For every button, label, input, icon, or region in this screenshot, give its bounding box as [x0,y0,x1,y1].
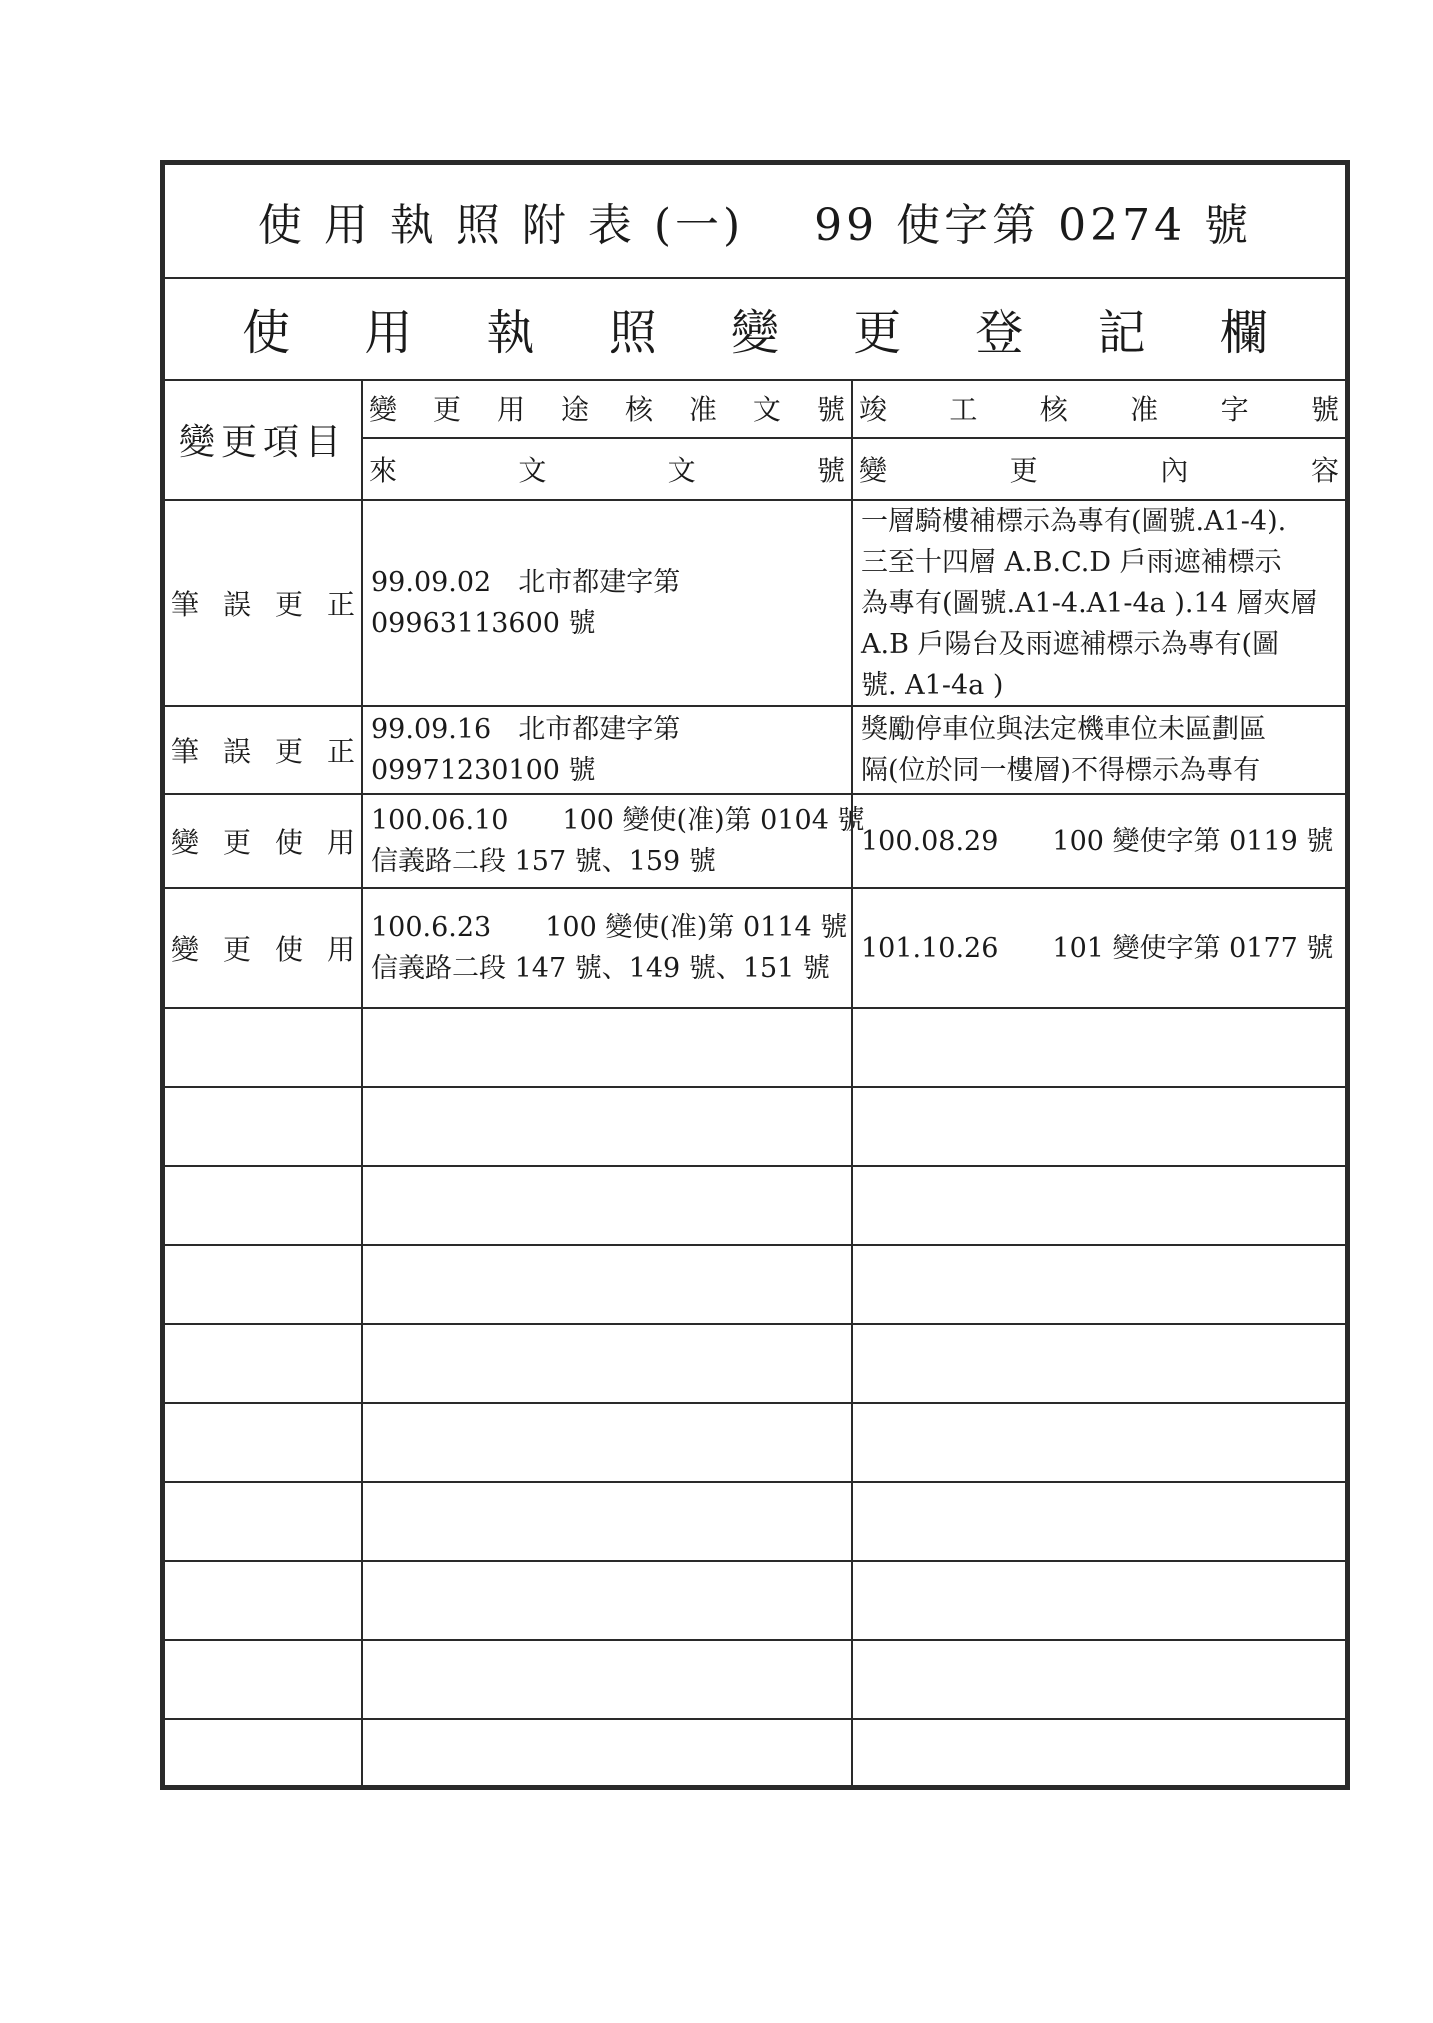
column-divider [361,499,363,1785]
divider [165,1244,1345,1246]
heading-char: 用 [364,304,413,361]
row-item-label: 變 更 使 用 [171,826,355,859]
row-document-cell: 99.09.16 北市都建字第 09971230100 號 [371,714,681,786]
row-item-label: 變 更 使 用 [171,933,355,966]
row-content-cell: 獎勵停車位與法定機車位未區劃區 隔(位於同一樓層)不得標示為專有 [861,714,1266,786]
page-title [165,165,1345,277]
row-document-cell: 100.06.10 100 變使(准)第 0104 號 信義路二段 157 號、159 號 [371,805,865,877]
divider [165,1165,1345,1167]
divider [165,1086,1345,1088]
row-content-cell: 101.10.26 101 變使字第 0177 號 [861,932,1334,964]
heading-char: 執 [486,304,535,361]
divider [165,1481,1345,1483]
header-approval-number: 變 更 用 途 核 准 文 號 [369,393,845,426]
row-document-cell: 100.6.23 100 變使(准)第 0114 號 信義路二段 147 號、149 號、151 號 [371,912,848,984]
heading-char: 記 [1097,304,1146,361]
heading-char: 登 [975,304,1024,361]
row-item-label: 筆 誤 更 正 [171,735,355,768]
heading-char: 欄 [1219,304,1268,361]
heading-char: 變 [730,304,779,361]
title-main: 使 用 執 照 附 表 (一) [257,200,745,251]
usage-license-table [160,160,1350,1790]
title-number: 99 使字第 0274 號 [814,200,1253,251]
row-document-cell: 99.09.02 北市都建字第 09963113600 號 [371,567,681,639]
header-item: 變更項目 [178,421,347,463]
header-document-number: 來 文 文 號 [369,454,845,487]
column-divider [361,379,363,499]
divider [165,1402,1345,1404]
column-divider [851,379,853,1785]
section-heading [165,277,1345,379]
heading-char: 更 [853,304,902,361]
row-content-cell: 一層騎樓補標示為專有(圖號.A1-4). 三至十四層 A.B.C.D 戶雨遮補標示 為專有(圖號.A1-4.A1-4a ).14 層夾層 A.B 戶陽台及雨遮補標示為專有(圖 號. A1-4a ) [861,505,1318,701]
divider [165,1560,1345,1562]
divider [165,1323,1345,1325]
row-item-label: 筆 誤 更 正 [171,588,355,621]
heading-char: 照 [608,304,657,361]
divider [165,1639,1345,1641]
header-completion-number: 竣 工 核 准 字 號 [859,393,1339,426]
header-change-content: 變 更 內 容 [859,454,1339,487]
row-content-cell: 100.08.29 100 變使字第 0119 號 [861,825,1334,857]
divider [165,1718,1345,1720]
divider [165,1007,1345,1009]
heading-char: 使 [242,304,291,361]
